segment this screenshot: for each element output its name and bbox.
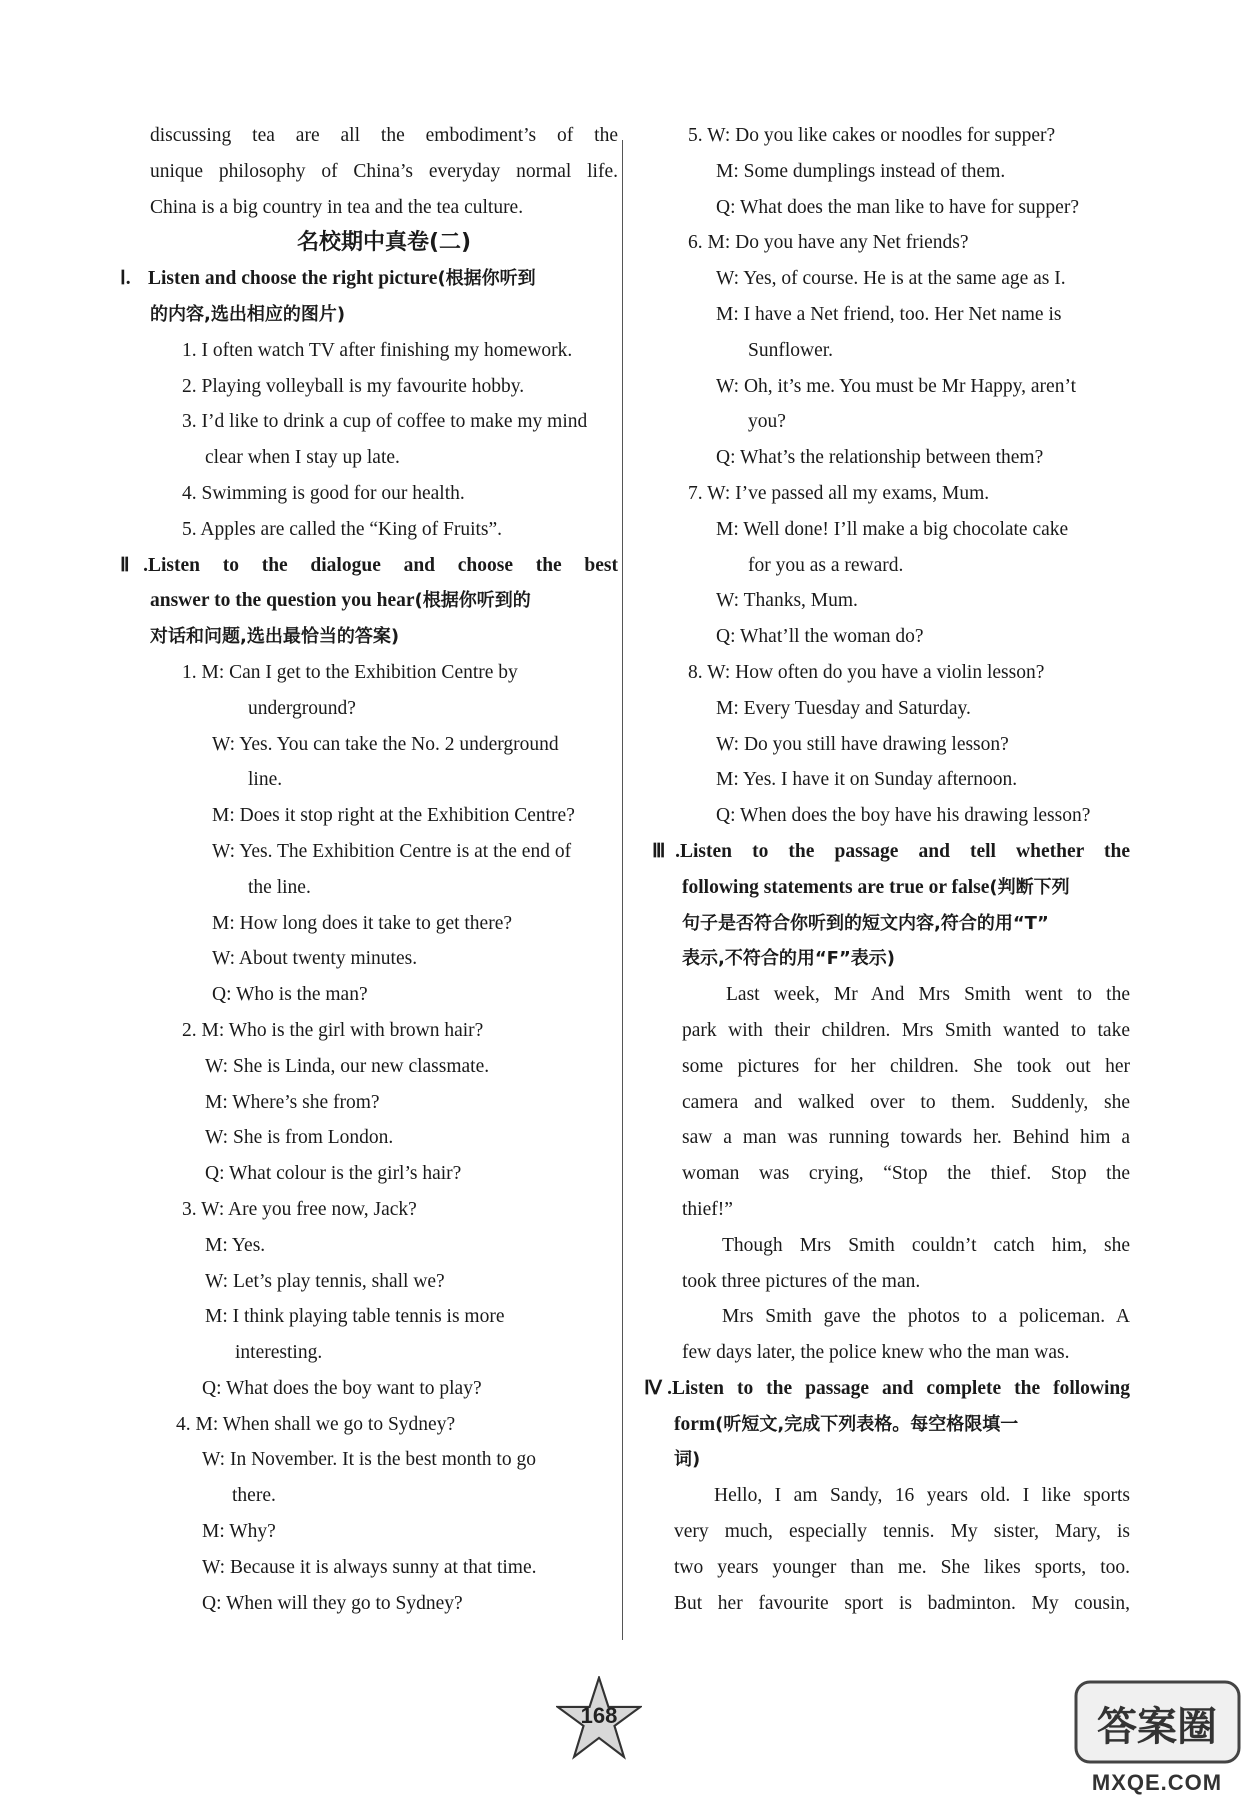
- passage-line: Hello, I am Sandy, 16 years old. I like sports: [714, 1485, 1130, 1507]
- dialogue-line: line.: [248, 769, 283, 791]
- dialogue-line: M: How long does it take to get there?: [212, 912, 513, 934]
- dialogue-line: Q: What’s the relationship between them?: [716, 447, 1044, 469]
- watermark-cn: 答案圈: [1097, 1704, 1217, 1750]
- dialogue-line: Q: Who is the man?: [212, 984, 368, 1006]
- dialogue-line: Q: What does the boy want to play?: [202, 1377, 482, 1399]
- right-column: [644, 118, 1130, 1621]
- dialogue-line: M: I have a Net friend, too. Her Net name is: [716, 303, 1062, 325]
- section-2-heading-2: answer to the question you hear(根据你听到的: [150, 590, 531, 612]
- passage-line: took three pictures of the man.: [682, 1270, 921, 1292]
- section-2-heading: Ⅱ.Listen to the dialogue and choose the best: [150, 548, 618, 584]
- section-4-heading-2: form(听短文,完成下列表格。每空格限填一: [674, 1413, 1019, 1435]
- section-3-heading-zh: 表示,不符合的用“F”表示): [682, 948, 896, 970]
- passage-line: camera and walked over to them. Suddenly, she: [682, 1091, 1130, 1113]
- section-1-heading: Ⅰ. Listen and choose the right picture(根据你听到: [150, 261, 618, 297]
- dialogue-line: M: Does it stop right at the Exhibition Centre?: [212, 805, 575, 827]
- dialogue-line: 5. W: Do you like cakes or noodles for supper?: [688, 125, 1056, 146]
- section-3-heading-2: following statements are true or false(判断下列: [682, 876, 1070, 898]
- section-4-heading-zh: 词): [674, 1449, 701, 1471]
- passage-line: woman was crying, “Stop the thief. Stop the: [682, 1163, 1130, 1185]
- dialogue-line: M: Well done! I’ll make a big chocolate cake: [716, 518, 1069, 540]
- dialogue-line: for you as a reward.: [748, 554, 904, 576]
- dialogue-line: M: Why?: [202, 1521, 276, 1543]
- section-3-heading: Ⅲ.Listen to the passage and tell whether the: [668, 834, 1130, 870]
- dialogue-line: W: Because it is always sunny at that time.: [202, 1556, 537, 1578]
- dialogue-line: W: She is from London.: [205, 1127, 394, 1149]
- passage-line: some pictures for her children. She took out her: [682, 1055, 1130, 1077]
- dialogue-line: Q: When does the boy have his drawing lesson?: [716, 805, 1091, 827]
- intro-line: discussing tea are all the embodiment’s of the: [150, 125, 618, 146]
- passage-line: very much, especially tennis. My sister, Mary, is: [674, 1521, 1130, 1543]
- dialogue-line: M: Where’s she from?: [205, 1091, 380, 1113]
- passage-line: thief!”: [682, 1198, 733, 1220]
- dialogue-line: underground?: [248, 697, 356, 719]
- dialogue-line: M: Some dumplings instead of them.: [716, 160, 1006, 182]
- dialogue-line: Sunflower.: [748, 339, 834, 361]
- dialogue-line: M: Every Tuesday and Saturday.: [716, 697, 971, 719]
- section-1-heading-zh: 的内容,选出相应的图片): [150, 303, 346, 325]
- dialogue-line: 7. W: I’ve passed all my exams, Mum.: [688, 482, 990, 504]
- column-divider: [622, 140, 623, 1640]
- section-number: Ⅱ.: [120, 554, 148, 576]
- dialogue-line: W: Thanks, Mum.: [716, 590, 858, 612]
- intro-line: unique philosophy of China’s everyday normal life.: [150, 160, 618, 182]
- dialogue-line: W: Oh, it’s me. You must be Mr Happy, aren’t: [716, 375, 1076, 397]
- list-item: 4. Swimming is good for our health.: [182, 482, 465, 504]
- passage-line: few days later, the police knew who the man was.: [682, 1342, 1070, 1364]
- list-item: 2. Playing volleyball is my favourite hobby.: [182, 375, 525, 397]
- section-number: Ⅳ.: [644, 1377, 672, 1399]
- dialogue-line: M: I think playing table tennis is more: [205, 1306, 505, 1328]
- passage-line: Though Mrs Smith couldn’t catch him, she: [722, 1234, 1130, 1256]
- dialogue-line: interesting.: [235, 1342, 323, 1364]
- dialogue-line: 3. W: Are you free now, Jack?: [182, 1198, 417, 1220]
- dialogue-line: you?: [748, 411, 786, 433]
- passage-line: Mrs Smith gave the photos to a policeman. A: [722, 1306, 1130, 1328]
- intro-line: China is a big country in tea and the tea culture.: [150, 196, 524, 218]
- section-title: 名校期中真卷(二): [296, 230, 472, 256]
- list-item: 5. Apples are called the “King of Fruits”.: [182, 518, 503, 540]
- dialogue-line: W: Yes. You can take the No. 2 underground: [212, 733, 559, 755]
- left-column: [120, 118, 618, 1621]
- passage-line: But her favourite sport is badminton. My cousin,: [674, 1592, 1130, 1614]
- section-number: Ⅲ.: [652, 840, 680, 862]
- dialogue-line: W: Yes, of course. He is at the same age as I.: [716, 268, 1066, 290]
- dialogue-line: W: Do you still have drawing lesson?: [716, 733, 1009, 755]
- passage-line: Last week, Mr And Mrs Smith went to the: [726, 984, 1130, 1006]
- dialogue-line: 1. M: Can I get to the Exhibition Centre by: [182, 661, 518, 683]
- passage-line: park with their children. Mrs Smith wanted to take: [682, 1019, 1130, 1041]
- dialogue-line: Q: When will they go to Sydney?: [202, 1592, 463, 1614]
- section-3-heading-zh: 句子是否符合你听到的短文内容,符合的用“T”: [682, 912, 1049, 934]
- dialogue-line: W: In November. It is the best month to go: [202, 1449, 536, 1471]
- dialogue-line: 6. M: Do you have any Net friends?: [688, 232, 969, 254]
- list-item-cont: clear when I stay up late.: [205, 447, 400, 469]
- dialogue-line: Q: What’ll the woman do?: [716, 626, 924, 648]
- list-item: 3. I’d like to drink a cup of coffee to make my mind: [182, 411, 588, 433]
- passage-line: two years younger than me. She likes sports, too.: [674, 1556, 1130, 1578]
- dialogue-line: Q: What does the man like to have for supper?: [716, 196, 1079, 218]
- dialogue-line: W: Yes. The Exhibition Centre is at the end of: [212, 840, 572, 862]
- passage-line: saw a man was running towards her. Behind him a: [682, 1127, 1130, 1149]
- dialogue-line: there.: [232, 1485, 276, 1507]
- section-number: Ⅰ.: [120, 268, 131, 290]
- dialogue-line: 8. W: How often do you have a violin lesson?: [688, 661, 1045, 683]
- page-number: 168: [580, 1703, 618, 1728]
- section-2-heading-zh: 对话和问题,选出最恰当的答案): [150, 626, 400, 648]
- dialogue-line: M: Yes.: [205, 1234, 266, 1256]
- watermark-url: MXQE.COM: [1091, 1770, 1223, 1795]
- dialogue-line: W: Let’s play tennis, shall we?: [205, 1270, 445, 1292]
- dialogue-line: 2. M: Who is the girl with brown hair?: [182, 1019, 484, 1041]
- dialogue-line: the line.: [248, 876, 311, 898]
- dialogue-line: W: About twenty minutes.: [212, 948, 418, 970]
- dialogue-line: Q: What colour is the girl’s hair?: [205, 1163, 462, 1185]
- dialogue-line: M: Yes. I have it on Sunday afternoon.: [716, 769, 1018, 791]
- dialogue-line: 4. M: When shall we go to Sydney?: [176, 1413, 456, 1435]
- section-4-heading: Ⅳ.Listen to the passage and complete the following: [668, 1371, 1130, 1407]
- dialogue-line: W: She is Linda, our new classmate.: [205, 1055, 490, 1077]
- list-item: 1. I often watch TV after finishing my homework.: [182, 339, 573, 361]
